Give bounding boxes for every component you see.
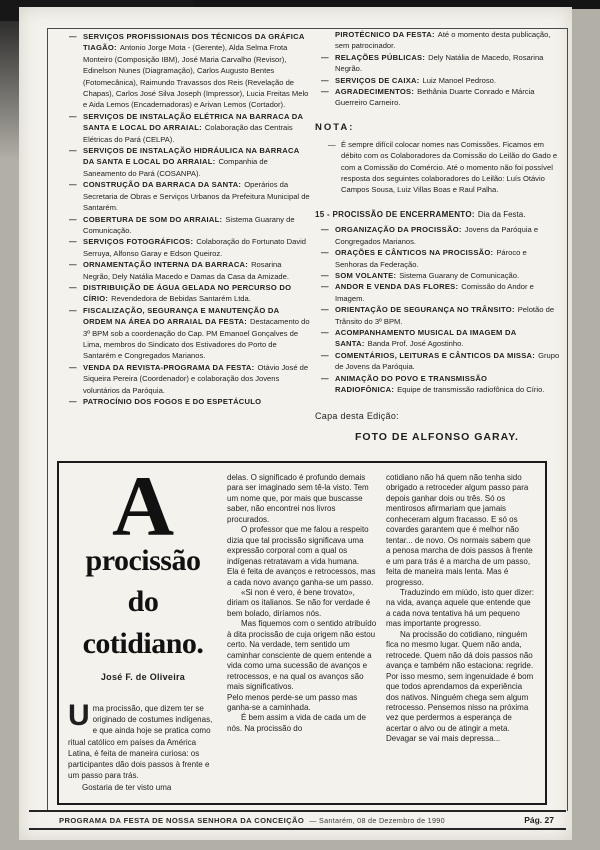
procession-body: Sistema Guarany de Comunicação. [399, 270, 520, 280]
service-body: Operários da Secretaria de Obras e Serviços Urbanos da Prefeitura Municipal de Santarém. [83, 180, 310, 213]
procession-head: ANIMAÇÃO DO POVO E TRANSMISSÃO RADIOFÔNICA: [335, 373, 488, 394]
cover-credit-value: FOTO DE ALFONSO GARAY. [355, 431, 519, 444]
article-paragraph: Pelo menos perde-se um passo mas ganha-se a caminhada. [227, 692, 358, 712]
service-item-continuation [321, 29, 560, 52]
procession-body: Equipe de transmissão radiofônica do Círio. [397, 384, 545, 394]
service-head: DISTRIBUIÇÃO DE ÁGUA GELADA NO PERCURSO DO CÍRIO: [83, 282, 292, 304]
service-item [69, 111, 310, 145]
procession-head: ORGANIZAÇÃO DA PROCISSÃO: [335, 225, 462, 235]
procession-body: Jovens da Paróquia e Congregados Marianos. [335, 225, 539, 246]
section-15-tail: Dia da Festa. [477, 209, 526, 219]
article-column-2 [227, 473, 377, 793]
service-body: Luiz Manoel Pedroso. [422, 75, 496, 85]
article-lead-paragraph [68, 698, 218, 793]
service-head: CONSTRUÇÃO DA BARRACA DA SANTA: [83, 180, 242, 190]
article-paragraph: Traduzindo em miúdo, isto quer dizer: na vida, avança aquele que entende que a cada nova tentativa há um pequeno mas importante progresso. [386, 587, 534, 629]
procession-body: Comissão do Andor e Imagem. [335, 282, 534, 303]
procession-body: Pelotão de Trânsito do 3º BPM. [335, 305, 555, 326]
service-body: Colaboração das Centrais Elétricas do Pará (CELPA). [83, 123, 293, 144]
procession-body: Pároco e Senhoras da Federação. [335, 248, 527, 269]
lead-text-2: Gostaria de ter visto uma [82, 782, 172, 792]
procession-item [321, 373, 560, 396]
page-footer [29, 810, 566, 830]
service-item [69, 236, 310, 259]
service-body: Antonio Jorge Mota - (Gerente), Alda Selma Frota Monteiro (Composição IBM), José Maria Carvalho (Revisor), Edinelson Nunes (Diagramação), Carlos Augusto Bentes (Fotomecânica), Raimundo Travassos dos Reis (Revelação de Chapas), Carlos José Silva Joseph (Impressor), Lucia Freitas Melo e Aida Lemos (Encadernadoras) e Arivan Lemos (Cortador). [83, 43, 309, 110]
footer-title: PROGRAMA DA FESTA DE NOSSA SENHORA DA CONCEIÇÃO [59, 815, 305, 825]
article-column-3 [386, 473, 536, 793]
service-head: SERVIÇOS DE INSTALAÇÃO HIDRÁULICA NA BARRACA DA SANTA E LOCAL DO ARRAIAL: [83, 146, 300, 167]
procession-head: ORAÇÕES E CÂNTICOS NA PROCISSÃO: [335, 248, 494, 258]
service-body: Rosarina Negrão, Dely Natália Macedo e Damas da Casa da Amizade. [83, 260, 289, 281]
procession-item [321, 350, 560, 373]
scan-edge-left [0, 0, 20, 160]
headline-line: do [127, 585, 159, 619]
nota-heading: NOTA: [315, 121, 355, 133]
procession-item [321, 304, 560, 327]
procession-body: Grupo de Jovens da Paróquia. [335, 350, 560, 372]
section-15-head: 15 - PROCISSÃO DE ENCERRAMENTO: [315, 209, 475, 219]
article-paragraph: Na procissão do cotidiano, ninguém fica no mesmo lugar. Quem não anda, retrocede. Quem não dá dois passos não avança e também não estaciona: regride. Por isso mesmo, sem ingenuidade é bom que todos aprendamos da experiência dos nativos. Ninguém chega sem algum retrocesso. Pensemos nisso na próxima vez que perdermos a esperança de acertar o alvo ou de atingir a meta. Devagar se vai mais depressa... [386, 629, 534, 744]
service-item [321, 75, 560, 86]
procession-head: ORIENTAÇÃO DE SEGURANÇA NO TRÂNSITO: [335, 305, 515, 315]
service-item [69, 305, 310, 362]
article-paragraph: Mas fiquemos com o sentido atribuído à dita procissão de cuja origem não estou certo. Na verdade, tem sentido um caminhar consciente de quem entende a vida como uma sucessão de avanços e retrocessos, e na qual os avanços são mais significativos. [227, 619, 377, 692]
procession-item [321, 327, 560, 350]
service-body: Companhia de Saneamento do Pará (COSANPA). [83, 157, 268, 178]
service-head: ORNAMENTAÇÃO INTERNA DA BARRACA: [83, 260, 249, 270]
article-column-1 [68, 458, 218, 793]
procession-item [321, 281, 560, 304]
service-head: PATROCÍNIO DOS FOGOS E DO ESPETÁCULO [83, 397, 262, 406]
article-byline: José F. de Oliveira [100, 672, 186, 683]
procession-head: ACOMPANHAMENTO MUSICAL DA IMAGEM DA SANTA: [335, 327, 517, 349]
service-body: Sistema Guarany de Comunicação. [83, 214, 295, 235]
article-box [57, 458, 547, 805]
service-item [69, 145, 310, 179]
page-number: Pág. 27 [524, 815, 554, 825]
service-body: Bethânia Duarte Conrado e Márcia Guerreiro Carneiro. [335, 87, 535, 108]
service-head: SERVIÇOS DE INSTALAÇÃO ELÉTRICA NA BARRACA DA SANTA E LOCAL DO ARRAIAL: [83, 111, 303, 133]
service-body: Otávio José de Siqueira Pereira (Coordenador) e colaboração dos Jovens voluntários da Paróquia. [83, 362, 309, 395]
service-item [69, 396, 310, 407]
services-column-right [315, 29, 560, 443]
service-item [69, 259, 310, 282]
lead-text: ma procissão, que dizem ter se originado de costumes indígenas, e que ainda hoje se pratica como ritual católico em países da América Latina, é feita de maneira curiosa: os participantes dão dois passos à frente e um passo para trás. [68, 703, 213, 781]
procession-item [321, 270, 560, 281]
services-list-right [321, 29, 560, 109]
service-item [69, 214, 310, 237]
service-item [321, 52, 560, 75]
service-head: VENDA DA REVISTA-PROGRAMA DA FESTA: [83, 362, 255, 372]
service-item [69, 362, 310, 396]
procession-item [321, 247, 560, 270]
service-item [321, 86, 560, 109]
procession-item [321, 224, 560, 247]
service-head: SERVIÇOS PROFISSIONAIS DOS TÉCNICOS DA GRÁFICA TIAGÃO: [83, 32, 305, 53]
section-15-list [321, 224, 560, 395]
article-paragraph: cotidiano não há quem não tenha sido obrigado a retroceder algum passo para depois ganhar dois ou três. Só os mentirosos afirmariam que jamais conheceram algum fracasso. E só os covardes garantem que é melhor não tentar... de novo. Os normais sabem que a penosa marcha de dois passos à frente e um para trás é a marcha de um passo, feita de maneira mais lenta. Mas é progresso. [386, 473, 533, 587]
dropcap: U [68, 698, 90, 732]
footer-date: — Santarém, 08 de Dezembro de 1990 [309, 815, 445, 825]
service-head: RELAÇÕES PÚBLICAS: [335, 52, 426, 62]
nota-item: — É sempre difícil colocar nomes nas Comissões. Ficamos em débito com os Colaboradores da Comissão do Leilão do Gado e com a Comissão do Comércio. Até o momento não foi possível resposta dos seguintes colaboradores do Leilão: Luís Otávio Campos Sousa, Luiz Villas Boas e Raul Palha. [328, 139, 560, 196]
procession-body: Banda Prof. José Agostinho. [367, 339, 464, 349]
service-body: Destacamento do 3º BPM sob a coordenação do Cap. PM Emanoel Gonçalves de Lima, membros do Sindicato dos Estivadores do Porto de Santarém e Congregados Marianos. [83, 317, 310, 361]
headline-initial: A [111, 458, 175, 554]
services-column-left [69, 31, 310, 407]
procession-head: COMENTÁRIOS, LEITURAS E CÂNTICOS DA MISSA: [335, 350, 536, 360]
service-body: Dely Natália de Macedo, Rosarina Negrão. [335, 52, 544, 74]
cover-credit-label: Capa desta Edição: [315, 411, 399, 422]
article-paragraph: É bem assim a vida de cada um de nós. Na procissão do [227, 713, 366, 733]
magazine-page [19, 7, 572, 840]
headline-line: cotidiano. [82, 626, 204, 660]
procession-head: ANDOR E VENDA DAS FLORES: [335, 282, 459, 292]
section-15-title [315, 209, 560, 220]
service-item [69, 31, 310, 111]
service-item [69, 282, 310, 305]
article-headline [68, 458, 218, 664]
service-head: SERVIÇOS DE CAIXA: [335, 75, 420, 85]
procession-head: SOM VOLANTE: [335, 270, 397, 280]
service-head: FISCALIZAÇÃO, SEGURANÇA E MANUTENÇÃO DA ORDEM NA ÁREA DO ARRAIAL DA FESTA: [83, 305, 280, 327]
article-paragraph: Ela é feita de avanços e retrocessos, mas a cada novo avanço ganha-se um passo. [227, 567, 376, 587]
headline-line: procissão [85, 544, 201, 578]
service-body: Revendedora de Bebidas Santarém Ltda. [111, 294, 251, 304]
cover-credit [315, 411, 560, 443]
article-paragraph: O professor que me falou a respeito dizia que tal procissão significava uma expressão corporal com a qual os indígenas retratavam a vida humana. [227, 525, 369, 566]
service-body: Colaboração do Fortunato David Serruya, Alfonso Garay e Edson Queiroz. [83, 237, 307, 258]
service-body: Até o momento desta publicação, sem patrocinador. [335, 30, 551, 51]
service-item [69, 179, 310, 213]
service-head: COBERTURA DE SOM DO ARRAIAL: [83, 214, 223, 224]
service-head: AGRADECIMENTOS: [335, 87, 415, 97]
service-head: SERVIÇOS FOTOGRÁFICOS: [83, 237, 194, 247]
service-head: PIROTÉCNICO DA FESTA: [335, 30, 435, 39]
article-paragraph: delas. O significado é profundo demais para ser imaginado sem tê-la visto. Tem um nome que, por mais que buscasse saber, não encontrei nos livros procurados. [227, 473, 369, 524]
article-paragraph: «Si non é vero, é bene trovato», diriam os italianos. Se não for verdade é bem bolado, diríamos nós. [227, 587, 371, 618]
services-list-left [69, 31, 310, 407]
